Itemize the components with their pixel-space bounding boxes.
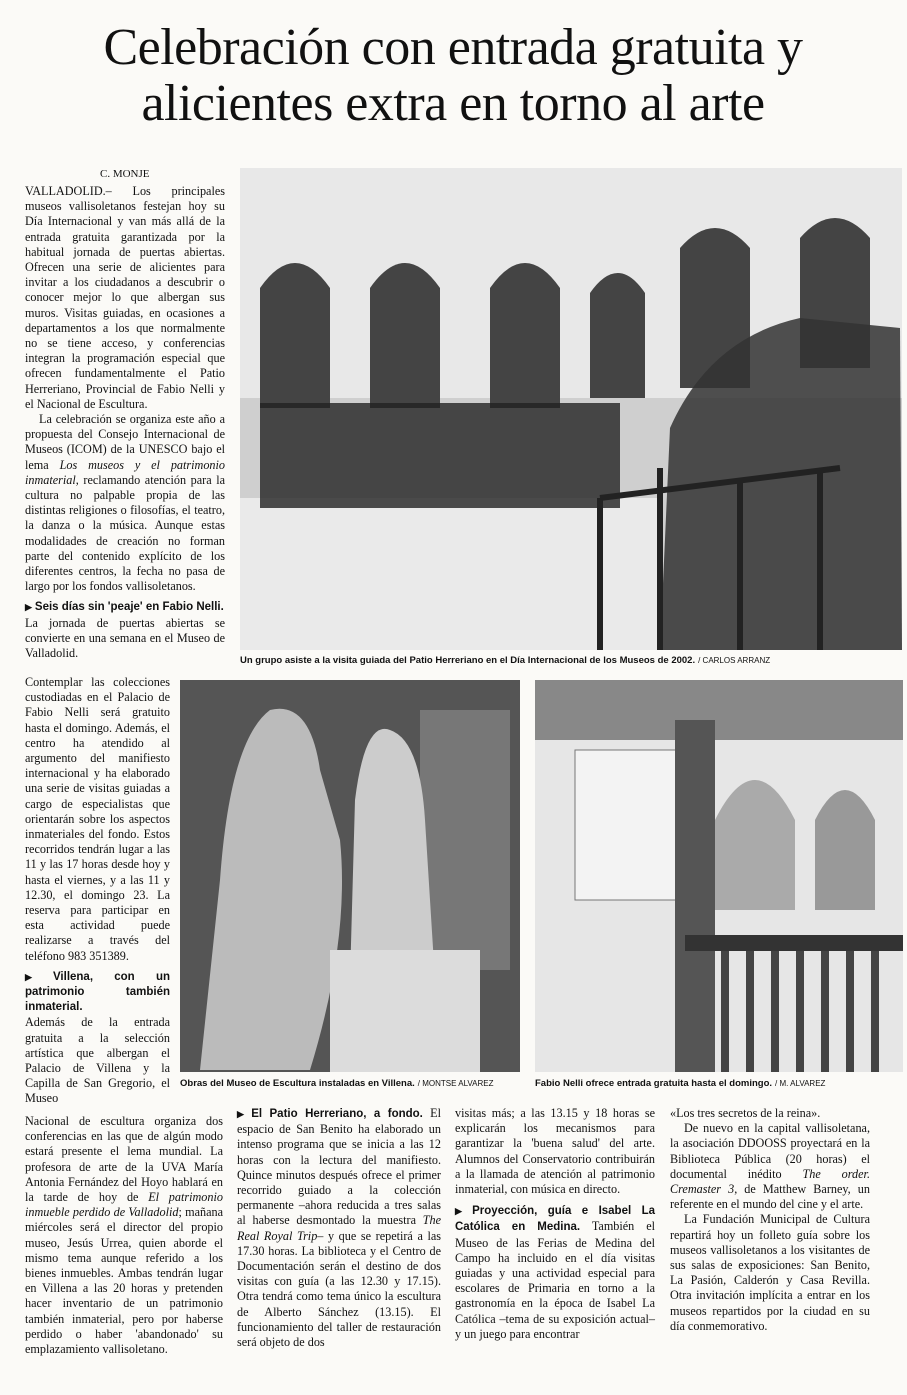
paragraph-secretos: «Los tres secretos de la reina». xyxy=(670,1106,821,1120)
patio-herreriano-image xyxy=(240,168,902,650)
dateline: VALLADOLID.– xyxy=(25,184,112,198)
column-3 xyxy=(455,1106,655,1342)
photo-fabio-nelli xyxy=(535,680,903,1072)
headline xyxy=(18,20,888,132)
byline: C. MONJE xyxy=(100,168,150,180)
fabio-nelli-image xyxy=(535,680,903,1072)
column-2 xyxy=(237,1106,441,1350)
caption-left-photo: Obras del Museo de Escultura instaladas en Villena. / MONTSE ALVAREZ xyxy=(180,1078,494,1089)
caption-main-photo: Un grupo asiste a la visita guiada del Patio Herreriano en el Día Internacional de los Museos de 2002. / CARLOS ARRANZ xyxy=(240,655,771,666)
column-1-top xyxy=(25,184,225,661)
paragraph-fabio-nelli: Contemplar las colecciones custodiadas en el Palacio de Fabio Nelli será gratuito hasta el domingo. Además, el centro ha atendido al argumento del manifiesto internacional y ha elaborado una serie de visitas guiadas a cargo de especialistas que orientarán sobre los aspectos inmateriales del fondo. Estos recorridos tendrán lugar a las 11 y las 17 horas desde hoy y hasta el viernes, y a las 11 y 12.30, el domingo 23. La reserva para participar en esta actividad puede realizarse a través del teléfono 983 351389. xyxy=(25,675,170,963)
paragraph-fabio-nelli-intro: La jornada de puertas abiertas se convierte en una semana en el Museo de Valladolid. xyxy=(25,615,225,661)
subheading-medina: ▶ Proyección, guía e Isabel La Católica en Medina. xyxy=(455,1205,655,1234)
headline-line-2: alicientes extra en torno al arte xyxy=(141,75,765,132)
column-4 xyxy=(670,1106,870,1334)
subheading-patio-herreriano: ▶ El Patio Herreriano, a fondo. xyxy=(237,1108,423,1120)
intro-paragraph: VALLADOLID.– Los principales museos vallisoletanos festejan hoy su Día Internacional y van más allá de la entrada gratuita garantizada por la habitual jornada de puertas abiertas. Ofrecen una serie de alicientes para invitar a los ciudadanos a descubrir o conocer mejor lo que albergan sus muros. Visitas guiadas, en ocasiones a departamentos a los que normalmente no se tiene acceso, y conferencias integran la programación especial que ofrecen fundamentalmente el Patio Herreriano, Provincial de Fabio Nelli y el Nacional de Escultura. xyxy=(25,184,225,411)
paragraph-villena-cont: Nacional de escultura organiza dos conferencias en las que de algún modo estará presente el lema mundial. La profesora de arte de la UVA María Antonia Fernández del Hoyo hablará en la tarde de hoy de El patrimonio inmueble perdido de Valladolid; mañana miércoles será el director del propio museo, Jesús Urrea, quien aborde el mismo tema aunque referido a los bienes inmuebles. Ambas tendrán lugar en Villena a las 20 horas y pretenden hacer inventario de un patrimonio también inmaterial, pero por haberse perdido o haber 'abandonado' su emplazamiento vallisoletano. xyxy=(25,1114,223,1357)
photo-patio-herreriano xyxy=(240,168,902,650)
paragraph-icom: La celebración se organiza este año a propuesta del Consejo Internacional de Museos (ICOM) de la UNESCO bajo el lema Los museos y el patrimonio inmaterial, reclamando atención para la cultura no palpable propia de las distintas religiones o filosofías, el teatro, la danza o la música. Aunque estas modalidades de creación no forman parte del contenido explícito de los diferentes centros, la fecha no pasa de largo por los fondos vallisoletanos. xyxy=(25,412,226,594)
paragraph-fundacion: La Fundación Municipal de Cultura repartirá hoy un folleto guía sobre los museos vallisoletanos a los visitantes de sus salas de exposiciones: San Benito, La Pasión, Calderón y Casa Revilla. Otra invitación implícita a entrar en los museos repartidos por la ciudad en su día conmemorativo. xyxy=(670,1212,870,1333)
column-1-bottom xyxy=(25,1114,223,1357)
photo-museo-escultura xyxy=(180,680,520,1072)
subheading-fabio-nelli: ▶ Seis días sin 'peaje' en Fabio Nelli. xyxy=(25,601,224,614)
paragraph-visitas: visitas más; a las 13.15 y 18 horas se explicarán los mecanismos para garantizar la 'buena salud' del arte. Alumnos del Conservatorio contribuirán a la llamada de atención al patrimonio inmaterial, con música en directo. xyxy=(455,1106,655,1197)
paragraph-medina: ▶ Proyección, guía e Isabel La Católica en Medina. También el Museo de las Ferias de Medina del Campo ha incluido en el día visitas guiadas y una actividad especial para escolares de Primaria en torno a la gastronomía en la época de Isabel La Católica –tema de su exposición actual– y un juego para encontrar xyxy=(455,1205,655,1341)
subheading-villena: ▶ Villena, con un patrimonio también inmaterial. xyxy=(25,970,170,1014)
caption-right-photo: Fabio Nelli ofrece entrada gratuita hasta el domingo. / M. ALVAREZ xyxy=(535,1078,826,1089)
headline-line-1: Celebración con entrada gratuita y xyxy=(103,19,803,76)
paragraph-patio-herreriano: ▶ El Patio Herreriano, a fondo. El espacio de San Benito ha elaborado un intenso programa que se inicia a las 12 horas con la lectura del manifiesto. Quince minutos después ofrece el primer recorrido guiado a la colección permanente –ahora reducida a tres salas al haberse desmontado la muestra The Real Royal Trip– y que se repetirá a las 17.30 horas. La biblioteca y el Centro de Documentación serán el destino de dos visitas con guía (a las 12.30 y 17.15). Otra tendrá como tema único la escultura de Alberto Sánchez (13.15). El funcionamiento del taller de restauración será objeto de dos xyxy=(237,1106,442,1350)
column-1-narrow xyxy=(25,675,170,1107)
paragraph-ddooss: De nuevo en la capital vallisoletana, la asociación DDOOSS proyectará en la Biblioteca Pública (20 horas) el documental inédito The order. Cremaster 3, de Matthew Barney, un referente en el mundo del cine y el arte. xyxy=(670,1121,870,1212)
paragraph-villena-start: Además de la entrada gratuita a la selección artística que albergan el Palacio de Villena y la Capilla de San Gregorio, el Museo xyxy=(25,1015,170,1106)
sculptures-image xyxy=(180,680,520,1072)
